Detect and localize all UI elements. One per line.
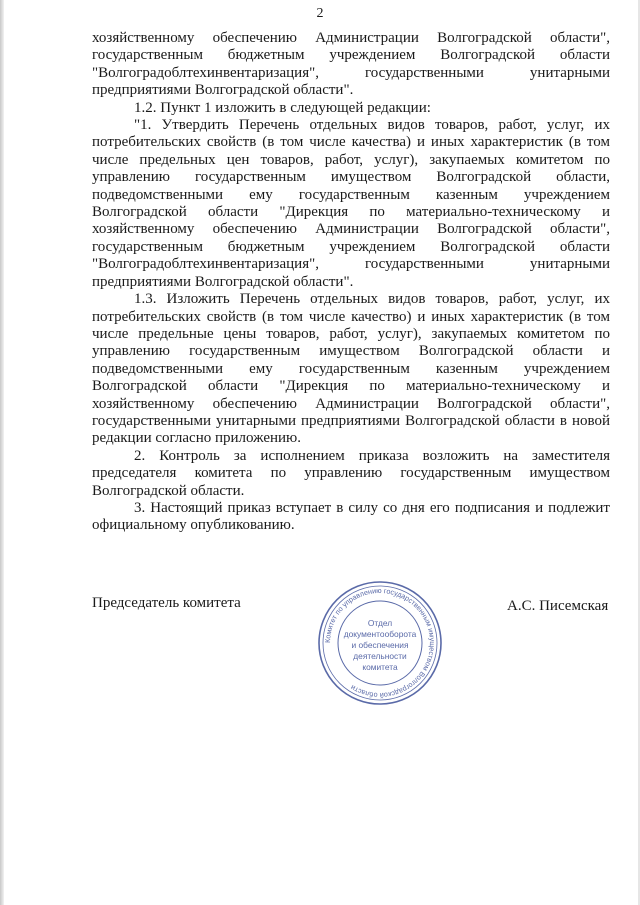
scan-edge-left: [0, 0, 4, 905]
stamp-graphic: [315, 578, 445, 708]
paragraph-1-3: 1.3. Изложить Перечень отдельных видов товаров, работ, услуг, их потребительских свойств (в том числе качество) и иных характеристик (в том числе предельные цены товаров, работ, услуг), закупаемых комитетом по управлению государственным имуществом Волгоградской области и подведомственными ему государственным казенным учреждением Волгоградской области "Дирекция по материально-техническому и хозяйственному обеспечению Администрации Волгоградской области", государственными унитарными предприятиями Волгоградской области в новой редакции согласно приложению.: [92, 291, 610, 447]
stamp-ring-text: Комитет по управлению государственным имуществом Волгоградской области: [322, 585, 438, 701]
signature-title: Председатель комитета: [92, 595, 241, 611]
signatory-name: А.С. Писемская: [507, 598, 609, 614]
paragraph-point-1: "1. Утвердить Перечень отдельных видов товаров, работ, услуг, их потребительских свойств (в том числе качества) и иных характеристик (в том числе предельных цен товаров, работ, услуг), закупаемых комитетом по управлению государственным имуществом Волгоградской области, подведомственными ему государственным казенным учреждением Волгоградской области "Дирекция по материально-техническому и хозяйственному обеспечению Администрации Волгоградской области", государственным бюджетным учреждением Волгоградской области "Волгоградоблтехинвентаризация", государственными унитарными предприятиями Волгоградской области".: [92, 117, 610, 290]
paragraph-3: 3. Настоящий приказ вступает в силу со дня его подписания и подлежит официальному опубликованию.: [92, 499, 610, 534]
stamp-center-line: документооборота: [343, 629, 417, 639]
document-body: [92, 30, 610, 535]
paragraph-2: 2. Контроль за исполнением приказа возложить на заместителя председателя комитета по управлению государственным имуществом Волгоградской области.: [92, 447, 610, 499]
official-stamp: [315, 578, 445, 708]
stamp-center-line: и обеспечения: [351, 640, 409, 650]
stamp-center-text: [344, 618, 417, 672]
paragraph-continuation: хозяйственному обеспечению Администрации Волгоградской области", государственным бюджетным учреждением Волгоградской области "Волгоградоблтехинвентаризация", государственными унитарными предприятиями Волгоградской области".: [92, 30, 610, 99]
stamp-center-line: деятельности: [353, 651, 407, 661]
paragraph-1-2: 1.2. Пункт 1 изложить в следующей редакции:: [134, 99, 431, 116]
page-number: 2: [316, 6, 324, 21]
stamp-center-line: Отдел: [367, 618, 393, 628]
stamp-center-line: комитета: [362, 662, 398, 672]
